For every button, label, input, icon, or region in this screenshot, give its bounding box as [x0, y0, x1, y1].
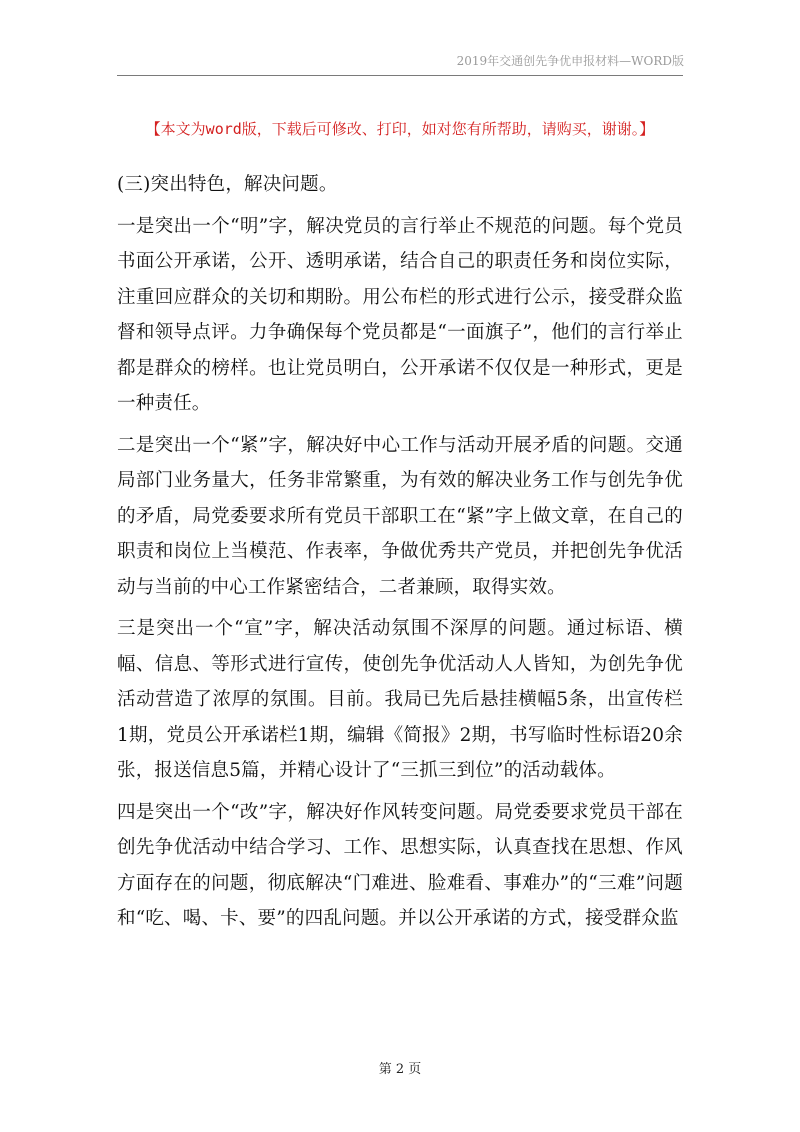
- document-body: [117, 167, 683, 943]
- header-title: 2019年交通创先争优申报材料—WORD版: [456, 54, 684, 68]
- paragraph-ming: 一是突出一个“明”字，解决党员的言行举止不规范的问题。每个党员书面公开承诺，公开、透明承诺，结合自己的职责任务和岗位实际，注重回应群众的关切和期盼。用公布栏的形式进行公示，接受群众监督和领导点评。力争确保每个党员都是“一面旗子”，他们的言行举止都是群众的榜样。也让党员明白，公开承诺不仅仅是一种形式，更是一种责任。: [117, 215, 683, 414]
- paragraph-xuan: 三是突出一个“宣”字，解决活动氛围不深厚的问题。通过标语、横幅、信息、等形式进行宣传，使创先争优活动人人皆知，为创先争优活动营造了浓厚的氛围。目前。我局已先后悬挂横幅5条，出宣传栏1期，党员公开承诺栏1期，编辑《简报》2期，书写临时性标语20余张，报送信息5篇，并精心设计了“三抓三到位”的活动载体。: [117, 618, 683, 781]
- page-number: 第 2 页: [378, 1062, 422, 1077]
- download-notice: 【本文为word版，下载后可修改、打印，如对您有所帮助，请购买，谢谢。】: [145, 120, 655, 138]
- header-divider: [117, 75, 683, 76]
- paragraph-jin: 二是突出一个“紧”字，解决好中心工作与活动开展矛盾的问题。交通局部门业务量大，任务非常繁重，为有效的解决业务工作与创先争优的矛盾，局党委要求所有党员干部职工在“紧”字上做文章，在自己的职责和岗位上当模范、作表率，争做优秀共产党员，并把创先争优活动与当前的中心工作紧密结合，二者兼顾，取得实效。: [117, 434, 683, 598]
- section-heading: (三)突出特色，解决问题。: [117, 174, 338, 195]
- paragraph-gai: 四是突出一个“改”字，解决好作风转变问题。局党委要求党员干部在创先争优活动中结合学习、工作、思想实际，认真查找在思想、作风方面存在的问题，彻底解决“门难进、脸难看、事难办”的“三难”问题和“吃、喝、卡、要”的四乱问题。并以公开承诺的方式，接受群众监: [117, 801, 683, 929]
